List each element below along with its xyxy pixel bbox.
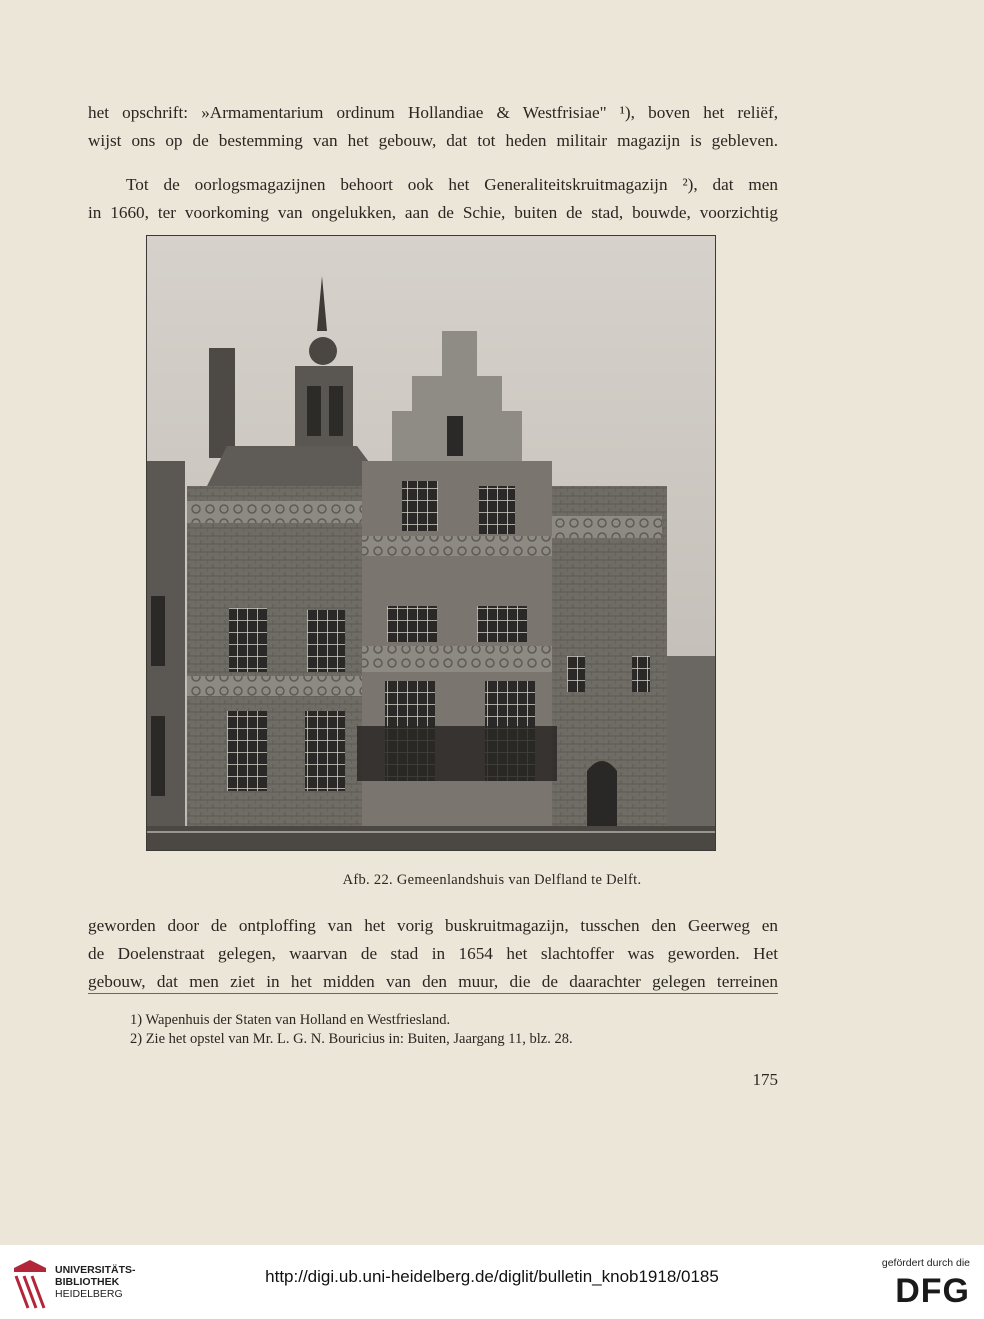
footnote-1: 1) Wapenhuis der Staten van Holland en Westfriesland. (130, 1012, 451, 1028)
text-line: gebouw, dat men ziet in het midden van den muur, die de daarachter gelegen terreinen (88, 972, 778, 991)
text-line: in 1660, ter voorkoming van ongelukken, aan de Schie, buiten de stad, bouwde, voorzichtig (88, 203, 778, 222)
gemeenlandshuis-photo (147, 236, 715, 850)
building-photograph (146, 235, 716, 851)
text-line: het opschrift: »Armamentarium ordinum Hollandiae & Westfrisiae" ¹), boven het reliëf, (88, 103, 778, 122)
footnotes (130, 1011, 573, 1049)
paragraph-3 (88, 912, 778, 996)
page-number: 175 (752, 1070, 778, 1089)
library-name-line-2: BIBLIOTHEK (55, 1276, 120, 1288)
text-line: geworden door de ontploffing van het vorig buskruitmagazijn, tusschen den Geerweg en (88, 916, 778, 935)
figure-caption: Afb. 22. Gemeenlandshuis van Delfland te Delft. (342, 872, 642, 888)
paragraph-1 (88, 99, 778, 155)
text-line: de Doelenstraat gelegen, waarvan de stad in 1654 het slachtoffer was geworden. Het (88, 944, 778, 963)
text-line: Tot de oorlogsmagazijnen behoort ook het Generaliteitskruitmagazijn ²), dat men (126, 175, 778, 194)
library-name-line-1: UNIVERSITÄTS- (55, 1264, 136, 1276)
footnote-2: 2) Zie het opstel van Mr. L. G. N. Bouricius in: Buiten, Jaargang 11, blz. 28. (130, 1031, 573, 1047)
funding-label: gefördert durch die (881, 1257, 970, 1269)
permalink-url[interactable]: http://digi.ub.uni-heidelberg.de/diglit/bulletin_knob1918/0185 (265, 1267, 719, 1286)
viewer-footer (0, 1245, 984, 1319)
footnote-divider (88, 993, 778, 994)
paragraph-2 (88, 171, 778, 227)
text-line: wijst ons op de bestemming van het gebouw, dat tot heden militair magazijn is gebleven. (88, 131, 778, 150)
dfg-logo: DFG (895, 1272, 970, 1310)
library-name-line-3: HEIDELBERG (55, 1288, 123, 1300)
